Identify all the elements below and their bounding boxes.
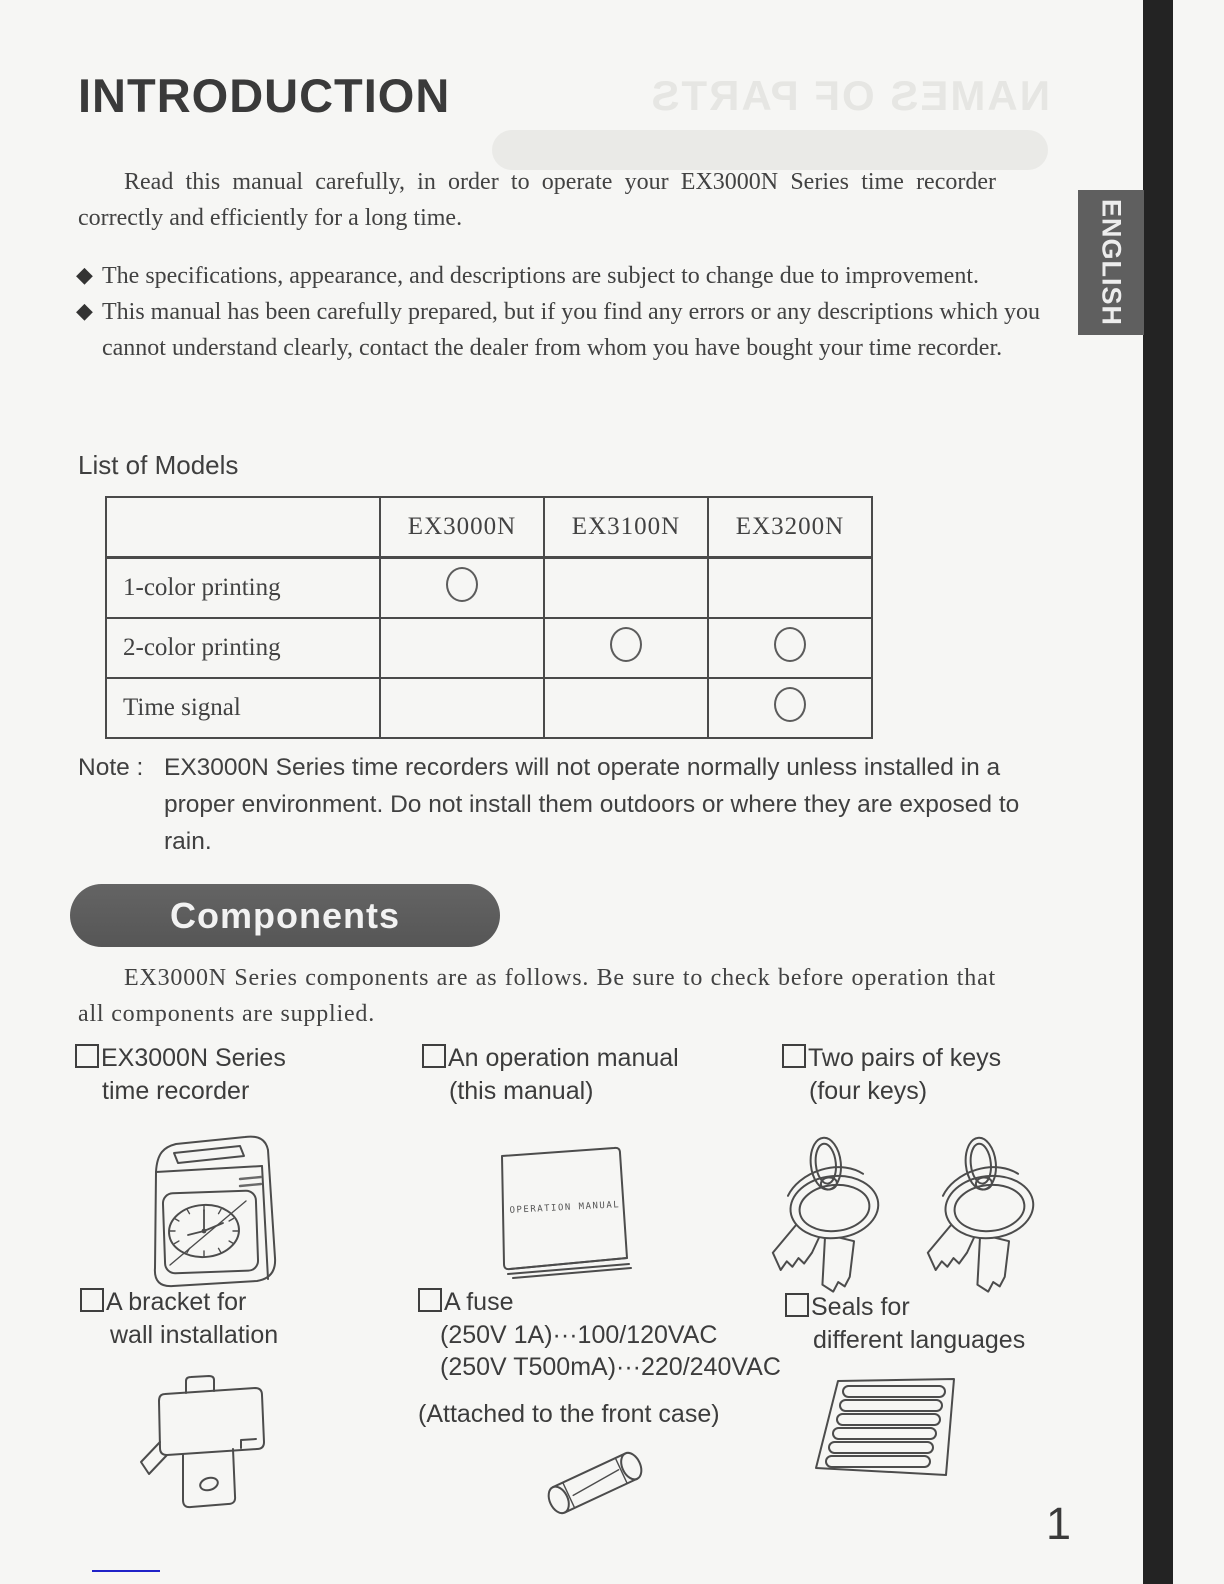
bullet-item bbox=[78, 258, 1040, 294]
component-label-line: different languages bbox=[813, 1325, 1026, 1354]
diamond-bullet-icon: ◆ bbox=[76, 262, 93, 287]
fuse-spec-line: (250V T500mA)···220/240VAC bbox=[440, 1353, 781, 1381]
component-label-seals bbox=[785, 1291, 1025, 1356]
component-label-bracket bbox=[80, 1286, 278, 1351]
bleed-through-text: NAMES OF PARTS bbox=[649, 72, 1050, 119]
component-label-line: An operation manual bbox=[448, 1044, 679, 1072]
diamond-bullet-icon: ◆ bbox=[76, 298, 93, 323]
fuse-attached-note bbox=[418, 1398, 720, 1431]
components-section-header bbox=[70, 884, 500, 947]
component-label-line: time recorder bbox=[102, 1076, 250, 1105]
time-recorder-illustration bbox=[128, 1118, 293, 1296]
note-text: EX3000N Series time recorders will not operate normally unless installed in a proper environment. Do not install them outdoors or where they are exposed to rain. bbox=[164, 754, 1020, 855]
note-label: Note : bbox=[78, 754, 144, 781]
bullet-list bbox=[78, 258, 1040, 366]
feature-cell: 1-color printing bbox=[106, 558, 380, 619]
fuse-spec-line: (250V 1A)···100/120VAC bbox=[440, 1320, 718, 1349]
list-of-models-heading: List of Models bbox=[78, 450, 239, 480]
model-mark-circle bbox=[774, 627, 806, 662]
component-label-line: (this manual) bbox=[449, 1076, 594, 1105]
component-label-line: Seals for bbox=[811, 1293, 910, 1321]
mark-cell bbox=[708, 618, 872, 678]
feature-cell: 2-color printing bbox=[106, 618, 380, 678]
mark-cell bbox=[380, 618, 544, 678]
checkbox-icon bbox=[75, 1044, 99, 1068]
mark-cell bbox=[708, 558, 872, 619]
manual-cover-text: OPERATION MANUAL bbox=[509, 1200, 621, 1216]
component-label-line: EX3000N Series bbox=[101, 1044, 286, 1072]
component-label-line: Two pairs of keys bbox=[808, 1044, 1002, 1072]
checkbox-icon bbox=[422, 1044, 446, 1068]
mark-cell bbox=[544, 618, 708, 678]
language-tab: ENGLISH bbox=[1078, 190, 1144, 335]
column-header: EX3000N bbox=[380, 497, 544, 558]
bracket-illustration bbox=[125, 1362, 285, 1522]
intro-paragraph: Read this manual carefully, in order to operate your EX3000N Series time recorder correctly and efficiently for a long time. bbox=[78, 169, 996, 231]
bullet-text: The specifications, appearance, and descriptions are subject to change due to improvement. bbox=[102, 263, 979, 289]
model-mark-circle bbox=[446, 567, 478, 602]
mark-cell bbox=[708, 678, 872, 738]
page-edge-bar bbox=[1143, 0, 1173, 1584]
models-table bbox=[105, 496, 873, 739]
component-label-line: A fuse bbox=[444, 1288, 514, 1316]
component-label-fuse bbox=[418, 1286, 781, 1384]
keys-illustration bbox=[765, 1133, 1065, 1293]
component-label-line: (four keys) bbox=[809, 1076, 928, 1105]
checkbox-icon bbox=[782, 1044, 806, 1068]
key-pair bbox=[761, 1133, 886, 1298]
checkbox-icon bbox=[80, 1288, 104, 1312]
bullet-item bbox=[78, 294, 1040, 366]
component-label-line: A bracket for bbox=[106, 1288, 247, 1316]
mark-cell bbox=[544, 678, 708, 738]
footer-line bbox=[92, 1570, 160, 1572]
table-row bbox=[106, 678, 872, 738]
note bbox=[78, 750, 1040, 860]
feature-cell: Time signal bbox=[106, 678, 380, 738]
table-header-row bbox=[106, 497, 872, 558]
component-label-operation-manual bbox=[422, 1042, 679, 1107]
column-header: EX3200N bbox=[708, 497, 872, 558]
components-intro: EX3000N Series components are as follows. Be sure to check before operation that all components are supplied. bbox=[78, 965, 996, 1027]
bullet-text: This manual has been carefully prepared, but if you find any errors or any descriptions which you cannot understand clearly, contact the dealer from whom you have bought your time recorder. bbox=[102, 299, 1040, 361]
component-label-line: wall installation bbox=[110, 1320, 279, 1349]
column-header bbox=[106, 497, 380, 558]
component-label-keys bbox=[782, 1042, 1001, 1107]
seals-illustration bbox=[812, 1375, 960, 1480]
fuse-illustration bbox=[530, 1438, 660, 1528]
mark-cell bbox=[380, 678, 544, 738]
table-row bbox=[106, 618, 872, 678]
mark-cell bbox=[380, 558, 544, 619]
mark-cell bbox=[544, 558, 708, 619]
column-header: EX3100N bbox=[544, 497, 708, 558]
page-title: INTRODUCTION bbox=[78, 69, 451, 122]
model-mark-circle bbox=[610, 627, 642, 662]
table-row bbox=[106, 558, 872, 619]
operation-manual-illustration bbox=[480, 1140, 642, 1292]
component-label-time-recorder bbox=[75, 1042, 286, 1107]
checkbox-icon bbox=[785, 1293, 809, 1317]
page-number: 1 bbox=[1046, 1498, 1072, 1549]
checkbox-icon bbox=[418, 1288, 442, 1312]
component-label-line: (Attached to the front case) bbox=[418, 1400, 720, 1428]
components-header-label: Components bbox=[170, 894, 400, 936]
model-mark-circle bbox=[774, 687, 806, 722]
key-pair bbox=[916, 1133, 1041, 1298]
